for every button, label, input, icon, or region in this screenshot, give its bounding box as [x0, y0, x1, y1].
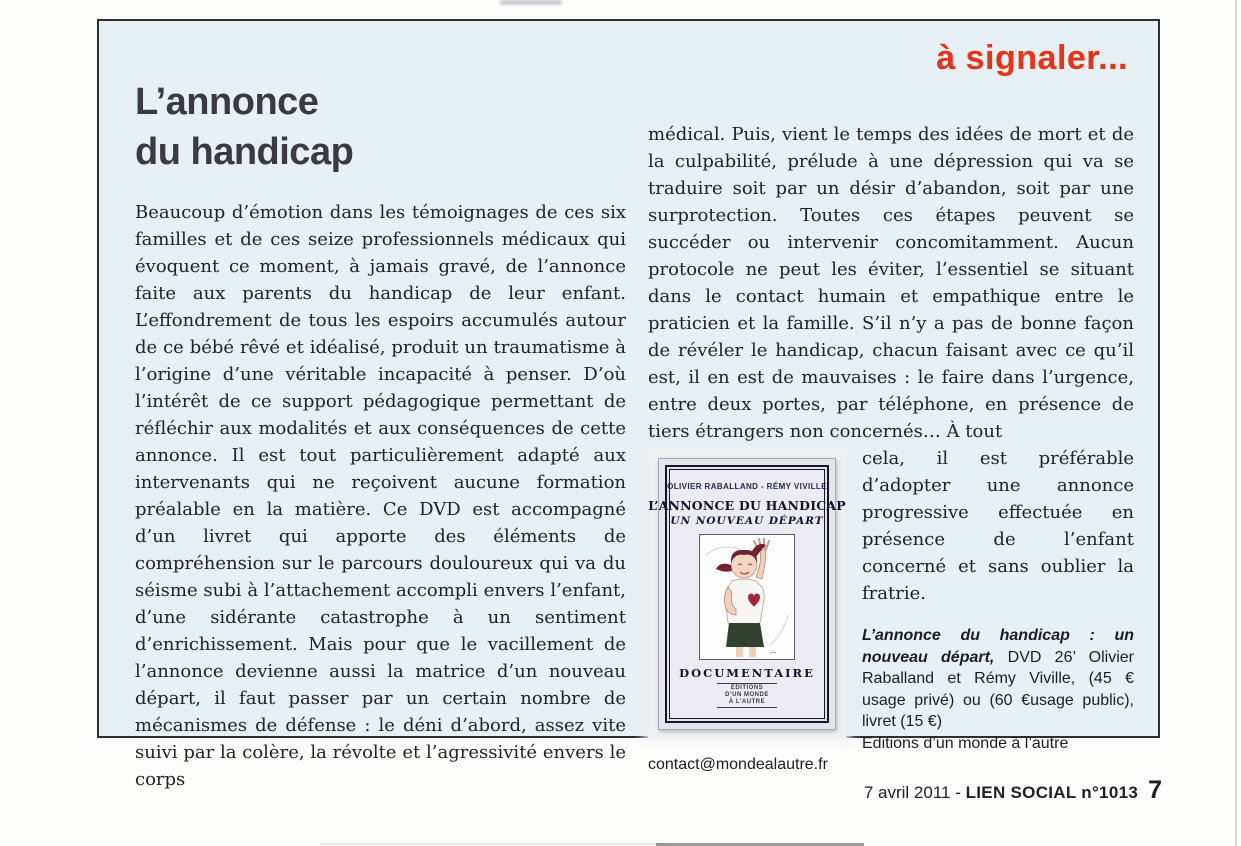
dvd-cover-photo — [648, 450, 846, 738]
article-paragraph-left: Beaucoup d’émotion dans les témoignages de ces six familles et de ces seize professionnels médicaux qui évoquent ce moment, à jamais gravé, de l’annonce faite aux parents du handicap de leur enfant. L’effondrement de tous les espoirs accumulés autour de ce bébé rêvé et idéalisé, produit un traumatisme à l’origine d’une véritable incapacité à penser. D’où l’intérêt de ce support pédagogique permettant de réfléchir aux modalités et aux conséquences de cette annonce. Il est tout particulièrement adapté aux intervenants qui ne reçoivent aucune formation préalable en la matière. Ce DVD est accompagné d’un livret qui apporte des éléments de compréhension sur le parcours douloureux qui va du séisme subi à l’attachement accompli envers l’enfant, d’une sidérante catastrophe à un sentiment d’enrichissement. Mais pour que le vacillement de l’annonce devienne aussi la matrice d’un nouveau départ, il faut passer par un certain nombre de mécanismes de défense : le déni d’abord, assez vite suivi par la colère, la révolte et l’agressivité envers le corps — [135, 202, 626, 790]
publisher-logo: ÉDITIONS D’UN MONDE À L’AUTRE — [717, 683, 777, 708]
article-column-left — [135, 199, 626, 793]
dvd-cover-genre: DOCUMENTAIRE — [679, 666, 815, 680]
scan-artifact-bottom-light — [320, 843, 665, 845]
caption-email: contact@mondealautre.fr — [648, 756, 828, 773]
dvd-cover-subtitle: UN NOUVEAU DÉPART — [670, 515, 824, 527]
caption-details: DVD 26’ Olivier Raballand et Rémy Viville, (45 € usage privé) ou (60 €usage public), livret (15 €) — [862, 648, 1135, 730]
caption-title: L’annonce du handicap : un nouveau départ, — [862, 627, 1134, 666]
article-title — [135, 77, 353, 177]
article-panel — [97, 19, 1160, 790]
article-column-right — [648, 121, 1134, 776]
dvd-cover-frame — [648, 465, 846, 723]
page-footer — [864, 776, 1162, 805]
page-number: 7 — [1148, 776, 1162, 804]
article-paragraph-right-wrap: cela, il est préférable d’adopter une annonce progressive effectuée en présence de l’enfant concerné et sans oublier la fratrie. — [862, 448, 1134, 604]
footer-magazine-title: LIEN SOCIAL n°1013 — [965, 783, 1139, 802]
dvd-cover — [648, 458, 846, 730]
dvd-cover-authors: OLIVIER RABALLAND - RÉMY VIVILLE — [667, 482, 827, 491]
girl-illustration — [699, 534, 795, 660]
article-title-line2: du handicap — [135, 131, 354, 173]
section-label: à signaler... — [936, 39, 1128, 77]
dvd-cover-title: L’ANNONCE DU HANDICAP — [648, 498, 846, 513]
scan-artifact-page-edge — [1235, 0, 1237, 846]
article-title-line1: L’annonce — [135, 81, 319, 123]
caption-publisher: Editions d’un monde à l’autre — [862, 734, 1069, 752]
scan-artifact-top — [500, 0, 562, 5]
article-paragraph-right-top: médical. Puis, vient le temps des idées de mort et de la culpabilité, prélude à une dépression qui va se traduire soit par un désir d’abandon, soit par une surprotection. Toutes ces étapes peuvent se succéder ou intervenir concomitamment. Aucun protocole ne peut les éviter, l’essentiel se situant dans le contact humain et empathique entre le praticien et la famille. S’il n’y a pas de bonne façon de révéler le handicap, chacun faisant avec ce qu’il est, il en est de mauvaises : le faire dans l’urgence, entre deux portes, par téléphone, en présence de tiers étrangers non concernés… À tout — [648, 124, 1134, 442]
footer-date: 7 avril 2011 - — [863, 783, 966, 802]
